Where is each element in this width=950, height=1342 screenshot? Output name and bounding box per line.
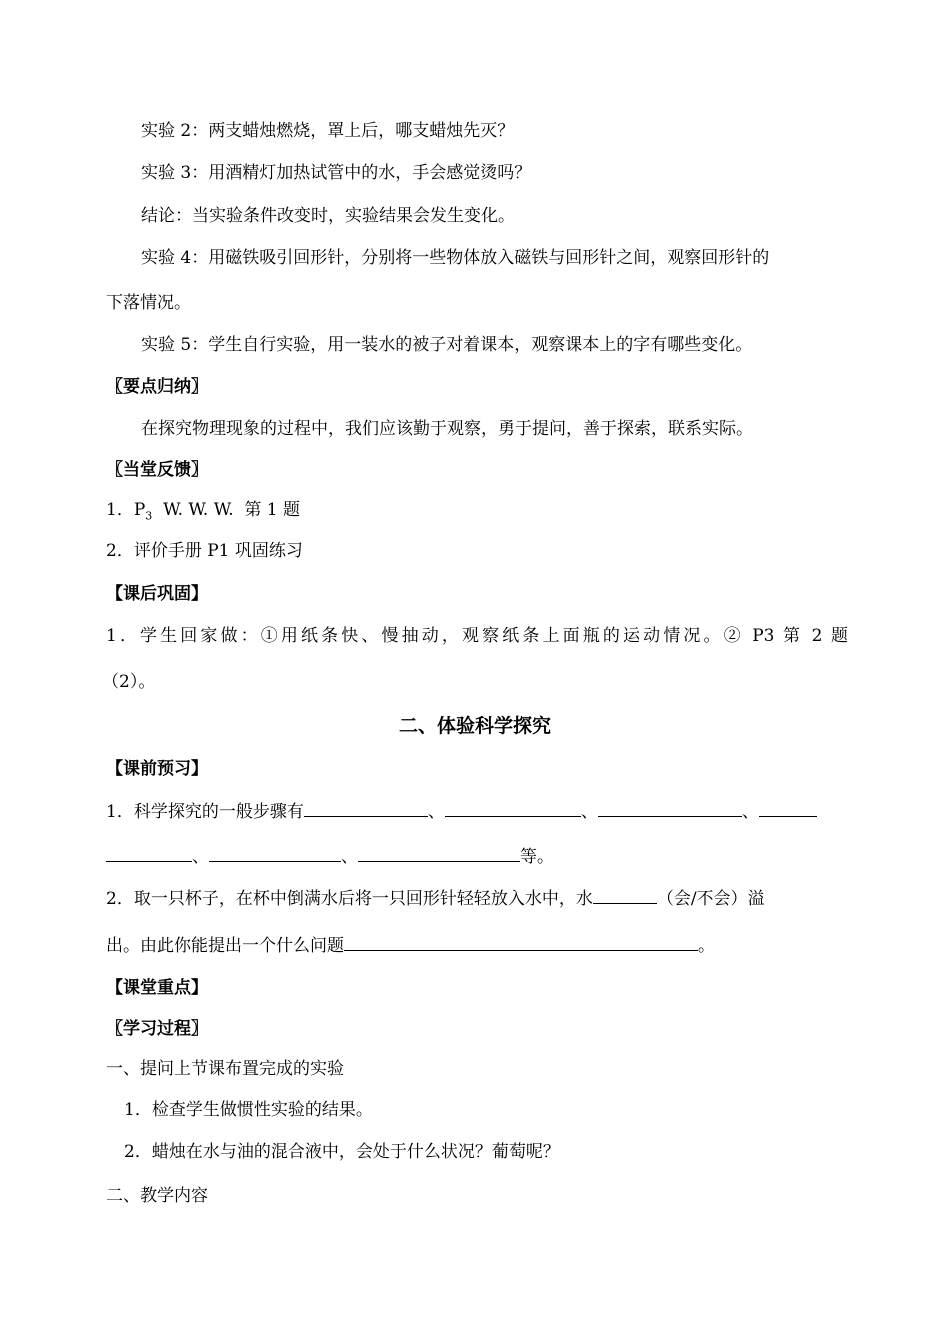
heading-feedback: 〖当堂反馈〗	[106, 460, 208, 480]
text-line-process-1-1: 1．检查学生做惯性实验的结果。	[124, 1100, 373, 1120]
fill-blank[interactable]	[106, 845, 192, 862]
text-line-exp2: 实验 2：两支蜡烛燃烧，罩上后，哪支蜡烛先灭？	[141, 121, 515, 141]
heading-preview: 【课前预习】	[106, 759, 208, 779]
text-line-process-1-2: 2．蜡烛在水与油的混合液中，会处于什么状况？葡萄呢？	[124, 1142, 560, 1162]
text-line-exp5: 实验 5：学生自行实验，用一装水的被子对着课本，观察课本上的字有哪些变化。	[141, 335, 753, 355]
fill-blank[interactable]	[209, 845, 341, 862]
text-line-process-2: 二、教学内容	[106, 1186, 208, 1206]
text-line-feedback-2: 2．评价手册 P1 巩固练习	[106, 541, 303, 561]
text-line-preview-1-a: 1．科学探究的一般步骤有 、 、 、	[106, 800, 817, 823]
heading-process: 〖学习过程〗	[106, 1019, 208, 1039]
text-line-process-1: 一、提问上节课布置完成的实验	[106, 1059, 344, 1079]
text-line-preview-2-b: 出。由此你能提出一个什么问题 。	[106, 936, 715, 956]
fill-blank[interactable]	[344, 934, 698, 951]
fill-blank[interactable]	[445, 800, 581, 817]
text-line-exp3: 实验 3：用酒精灯加热试管中的水，手会感觉烫吗？	[141, 163, 532, 183]
text-line-conclusion: 结论：当实验条件改变时，实验结果会发生变化。	[141, 206, 515, 226]
fill-blank[interactable]	[598, 800, 742, 817]
text-line-after-1-b: （2）。	[102, 672, 156, 692]
text-line-exp4-b: 下落情况。	[106, 293, 191, 313]
fill-blank[interactable]	[759, 800, 817, 817]
fill-blank[interactable]	[593, 887, 657, 904]
text-line-summary: 在探究物理现象的过程中，我们应该勤于观察，勇于提问，善于探索，联系实际。	[141, 419, 753, 439]
text-line-preview-1-b: 、 、 等。	[106, 845, 554, 868]
text-line-after-1-a: 1．学生回家做：①用纸条快、慢抽动，观察纸条上面瓶的运动情况。② P3 第 2 题	[106, 626, 848, 646]
fill-blank[interactable]	[358, 845, 520, 862]
heading-key-points: 【课堂重点】	[106, 978, 208, 998]
text-line-preview-2-a: 2．取一只杯子，在杯中倒满水后将一只回形针轻轻放入水中，水 （会/不会）溢	[106, 889, 765, 909]
section-title: 二、体验科学探究	[398, 715, 551, 737]
text-line-exp4-a: 实验 4：用磁铁吸引回形针，分别将一些物体放入磁铁与回形针之间，观察回形针的	[141, 248, 770, 268]
heading-after-class: 【课后巩固】	[106, 584, 208, 604]
fill-blank[interactable]	[304, 800, 428, 817]
heading-summary: 〖要点归纳〗	[106, 377, 208, 397]
text-line-feedback-1: 1．$P_3$ W. W. W. 第 1 题	[106, 500, 301, 523]
